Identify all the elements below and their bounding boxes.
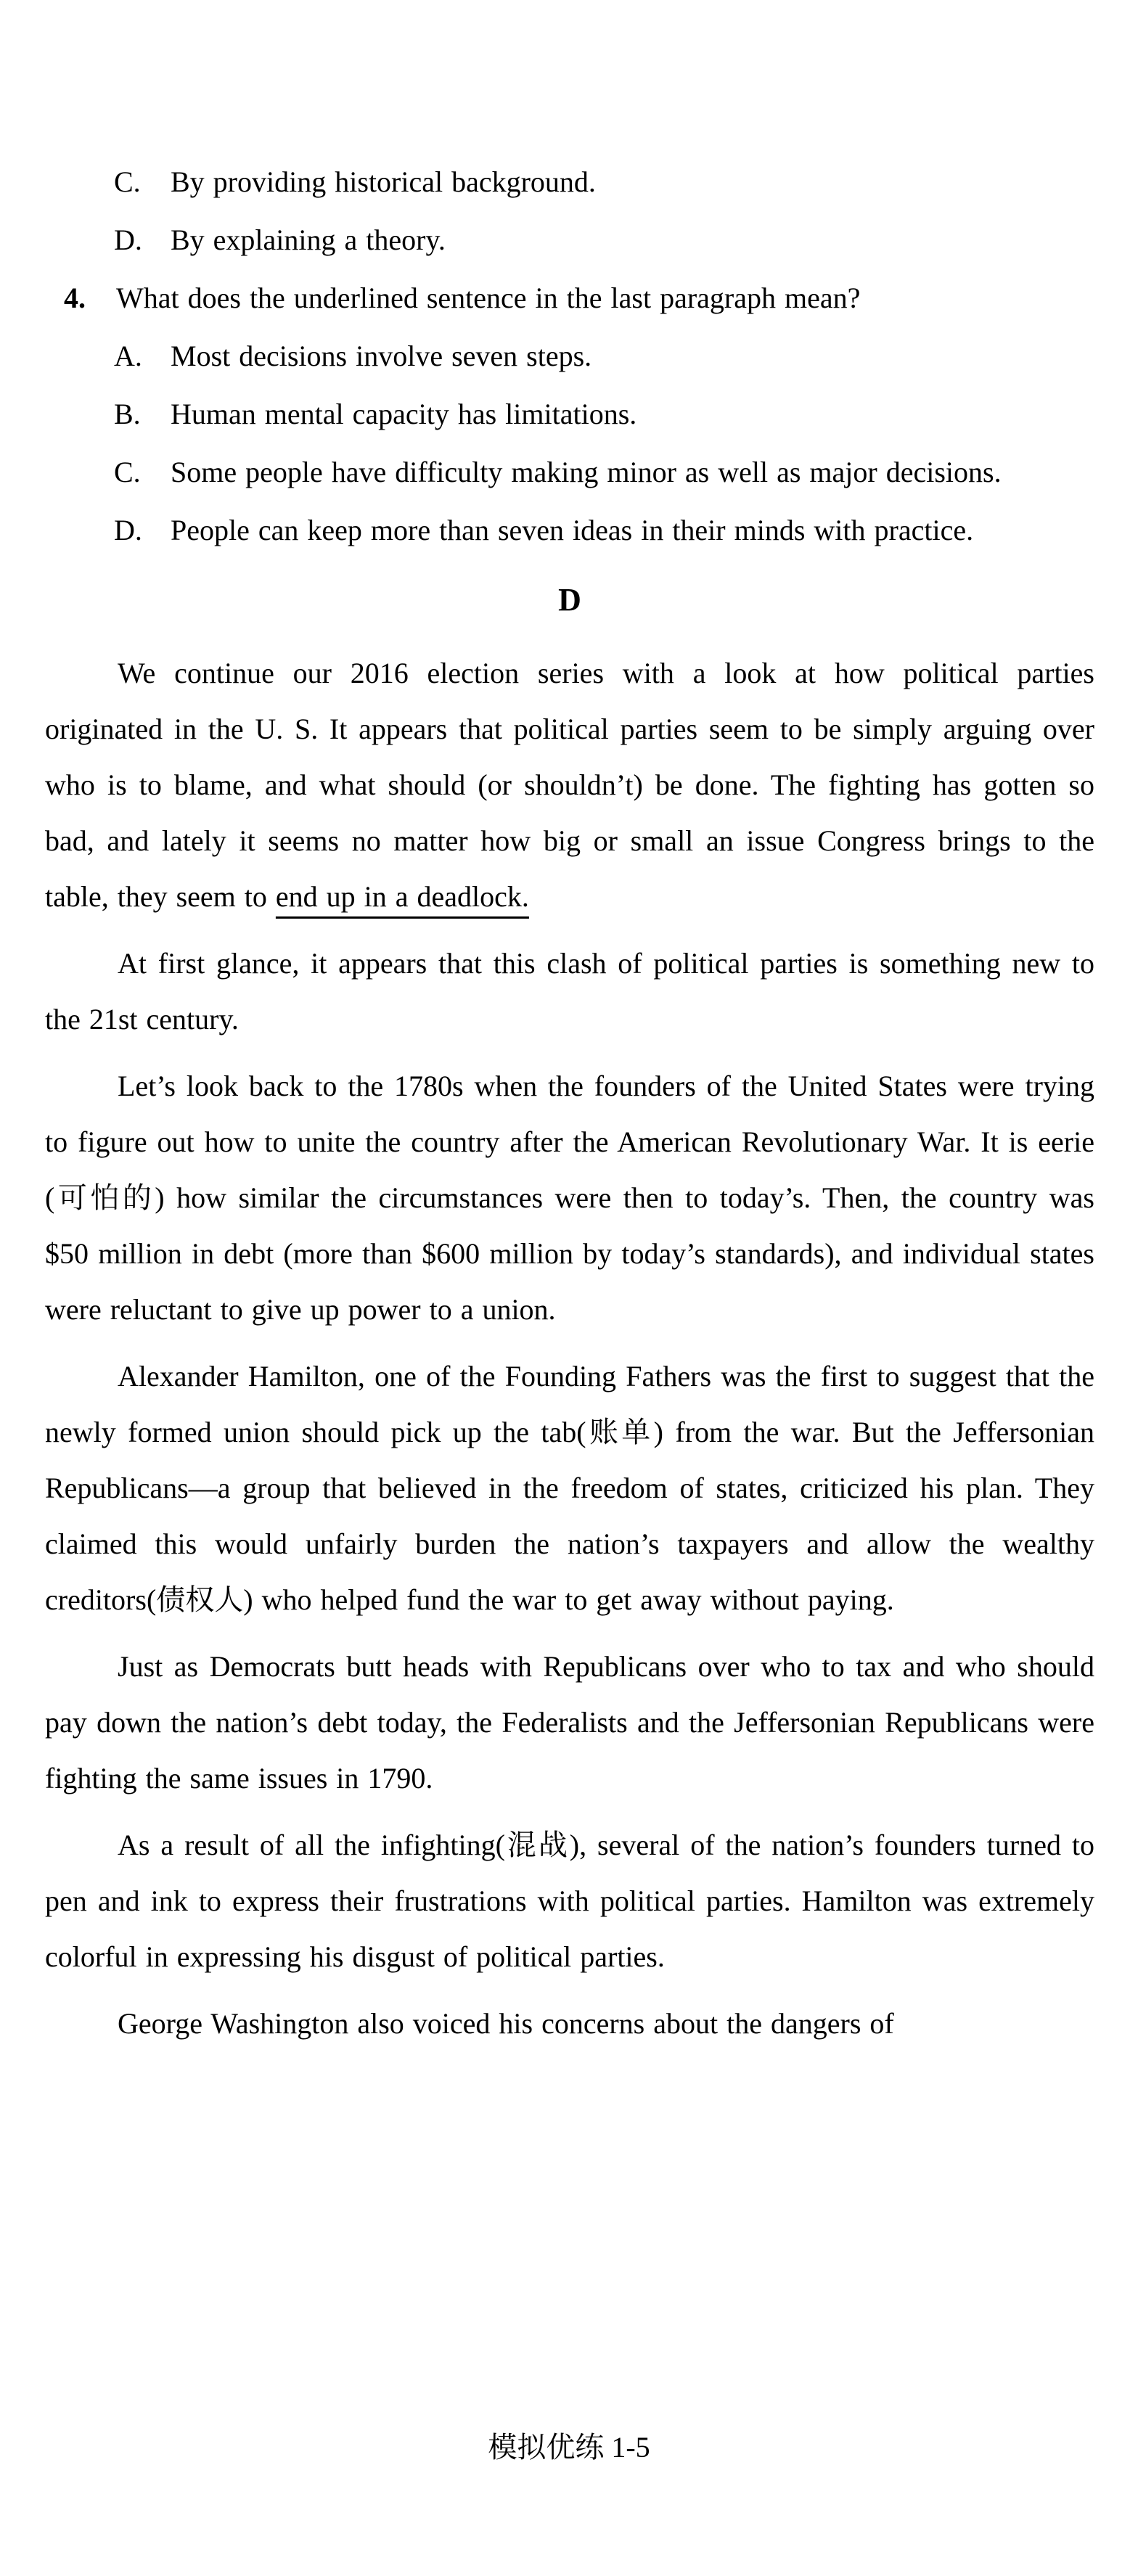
option-indent (45, 153, 114, 211)
question-4 (45, 269, 1094, 559)
passage-paragraph-2: At first glance, it appears that this clash of political parties is something new to the 21st century. (45, 947, 1094, 1035)
option-label: A. (114, 340, 142, 372)
passage-paragraph-3: Let’s look back to the 1780s when the founders of the United States were trying to figure out how to unite the country after the American Revolutionary War. It is eerie (可怕的) how similar the circumstances were then to today’s. Then, the country was $50 million in debt (more than $600 million by today’s standards), and individual states were reluctant to give up power to a union. (45, 1070, 1094, 1326)
option-text: By providing historical background. (171, 165, 596, 198)
prior-question-options (45, 153, 1094, 269)
passage-d (45, 571, 1094, 2051)
option-row (45, 153, 1094, 211)
question-number: 4. (64, 282, 86, 314)
passage-paragraph-6: As a result of all the infighting(混战), several of the nation’s founders turned to pen and ink to express their frustrations with political parties. Hamilton was extremely colorful in expressing his disgust of political parties. (45, 1829, 1094, 1973)
section-heading: D (558, 582, 581, 618)
option-indent (45, 327, 114, 385)
option-label: B. (114, 398, 141, 430)
option-text: Most decisions involve seven steps. (171, 340, 592, 372)
option-label: D. (114, 514, 142, 546)
option-indent (45, 501, 114, 559)
question-text: What does the underlined sentence in the last paragraph mean? (116, 282, 861, 314)
option-row (45, 211, 1094, 269)
passage-paragraph-1 (45, 645, 1094, 924)
option-row (45, 327, 1094, 385)
underlined-phrase: end up in a deadlock. (275, 880, 529, 913)
passage-paragraph-7: George Washington also voiced his concerns about the dangers of (118, 2007, 894, 2040)
option-text: By explaining a theory. (171, 223, 446, 256)
passage-paragraph-5: Just as Democrats butt heads with Republicans over who to tax and who should pay down the nation’s debt today, the Federalists and the Jeffersonian Republicans were fighting the same issues in 1790. (45, 1650, 1094, 1794)
option-text: Human mental capacity has limitations. (171, 398, 637, 430)
option-indent (45, 385, 114, 443)
option-text: People can keep more than seven ideas in their minds with practice. (171, 514, 974, 546)
option-text: Some people have difficulty making minor as well as major decisions. (171, 456, 1002, 488)
question-row (45, 269, 1094, 327)
option-indent (45, 443, 114, 501)
option-row (45, 443, 1094, 501)
page-footer: 模拟优练 1-5 (488, 2431, 650, 2464)
option-label: D. (114, 223, 142, 256)
option-label: C. (114, 165, 141, 198)
paragraph-text: We continue our 2016 election series with a look at how political parties originated in the U. S. It appears that political parties seem to be simply arguing over who is to blame, and what should (or shouldn’t) be done. The fighting has gotten so bad, and lately it seems no matter how big or small an issue Congress brings to the table, they seem to (45, 657, 1094, 913)
option-row (45, 385, 1094, 443)
option-indent (45, 211, 114, 269)
passage-paragraph-4: Alexander Hamilton, one of the Founding Fathers was the first to suggest that the newly formed union should pick up the tab(账单) from the war. But the Jeffersonian Republicans—a group that believed in the freedom of states, criticized his plan. They claimed this would unfairly burden the nation’s taxpayers and allow the wealthy creditors(债权人) who helped fund the war to get away without paying. (45, 1360, 1094, 1616)
option-row (45, 501, 1094, 559)
option-label: C. (114, 456, 141, 488)
